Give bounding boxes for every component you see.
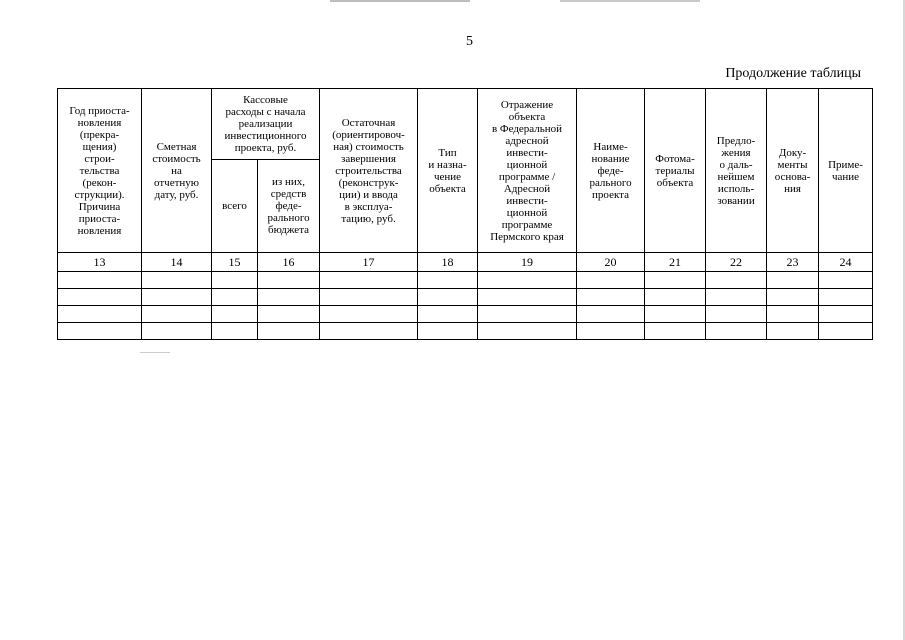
table-cell — [320, 306, 418, 323]
header-col-24: Приме- чание — [819, 89, 873, 253]
table-cell — [706, 272, 767, 289]
table-row — [58, 272, 873, 289]
table-cell — [258, 306, 320, 323]
table-cell — [577, 272, 645, 289]
column-number-row — [58, 253, 873, 272]
table-cell — [706, 323, 767, 340]
header-col-17: Остаточная (ориентировоч- ная) стоимость завершения строительства (реконструк- ции) и ввода в эксплуа- тацию, руб. — [320, 89, 418, 253]
table-cell — [819, 306, 873, 323]
table-cell — [212, 289, 258, 306]
data-table — [57, 88, 873, 340]
table-cell — [767, 306, 819, 323]
header-row-top — [58, 89, 873, 160]
header-col-15: всего — [212, 160, 258, 253]
scan-mark — [140, 352, 170, 353]
table-cell — [645, 289, 706, 306]
table-cell — [706, 306, 767, 323]
column-number: 23 — [767, 253, 819, 272]
table-cell — [767, 289, 819, 306]
header-col-23: Доку- менты основа- ния — [767, 89, 819, 253]
table-cell — [142, 306, 212, 323]
continuation-label: Продолжение таблицы — [725, 66, 861, 81]
table-cell — [58, 323, 142, 340]
table-cell — [258, 272, 320, 289]
header-col-19: Отражение объекта в Федеральной адресной инвести- ционной программе / Адресной инвести- ционной программе Пермского края — [478, 89, 577, 253]
column-number: 14 — [142, 253, 212, 272]
header-col-20: Наиме- нование феде- рального проекта — [577, 89, 645, 253]
header-col-18: Тип и назна- чение объекта — [418, 89, 478, 253]
column-number: 20 — [577, 253, 645, 272]
table-cell — [58, 289, 142, 306]
table-cell — [418, 306, 478, 323]
table-cell — [320, 289, 418, 306]
table-cell — [645, 272, 706, 289]
column-number: 17 — [320, 253, 418, 272]
table-cell — [142, 289, 212, 306]
table-row — [58, 289, 873, 306]
page-number: 5 — [466, 34, 473, 49]
table-cell — [645, 323, 706, 340]
table-cell — [478, 289, 577, 306]
column-number: 18 — [418, 253, 478, 272]
table-cell — [819, 289, 873, 306]
header-col-14: Сметная стоимость на отчетную дату, руб. — [142, 89, 212, 253]
header-col-15-16-group: Кассовые расходы с начала реализации инвестиционного проекта, руб. — [212, 89, 320, 160]
table-cell — [478, 306, 577, 323]
table-cell — [142, 323, 212, 340]
table-cell — [58, 306, 142, 323]
table-cell — [819, 323, 873, 340]
table-row — [58, 323, 873, 340]
table-cell — [418, 323, 478, 340]
header-col-16: из них, средств феде- рального бюджета — [258, 160, 320, 253]
table-cell — [418, 289, 478, 306]
table-cell — [320, 323, 418, 340]
table-cell — [706, 289, 767, 306]
table-cell — [212, 323, 258, 340]
table-row — [58, 306, 873, 323]
table-cell — [418, 272, 478, 289]
table-cell — [258, 323, 320, 340]
column-number: 24 — [819, 253, 873, 272]
header-col-22: Предло- жения о даль- нейшем исполь- зовании — [706, 89, 767, 253]
table-cell — [577, 306, 645, 323]
table-cell — [819, 272, 873, 289]
table-cell — [478, 272, 577, 289]
table-cell — [577, 289, 645, 306]
column-number: 21 — [645, 253, 706, 272]
empty-rows-body — [58, 272, 873, 340]
table-cell — [645, 306, 706, 323]
column-number: 22 — [706, 253, 767, 272]
table-cell — [142, 272, 212, 289]
table-cell — [212, 306, 258, 323]
column-number: 16 — [258, 253, 320, 272]
table-cell — [767, 272, 819, 289]
table-cell — [577, 323, 645, 340]
column-number: 19 — [478, 253, 577, 272]
header-col-13: Год приоста- новления (прекра- щения) строи- тельства (рекон- струкции). Причина приоста- новления — [58, 89, 142, 253]
column-number: 13 — [58, 253, 142, 272]
table-cell — [258, 289, 320, 306]
table-cell — [58, 272, 142, 289]
table-cell — [212, 272, 258, 289]
table-cell — [767, 323, 819, 340]
table-cell — [320, 272, 418, 289]
scan-edge-top — [0, 0, 905, 2]
column-number: 15 — [212, 253, 258, 272]
header-col-21: Фотома- териалы объекта — [645, 89, 706, 253]
table-cell — [478, 323, 577, 340]
